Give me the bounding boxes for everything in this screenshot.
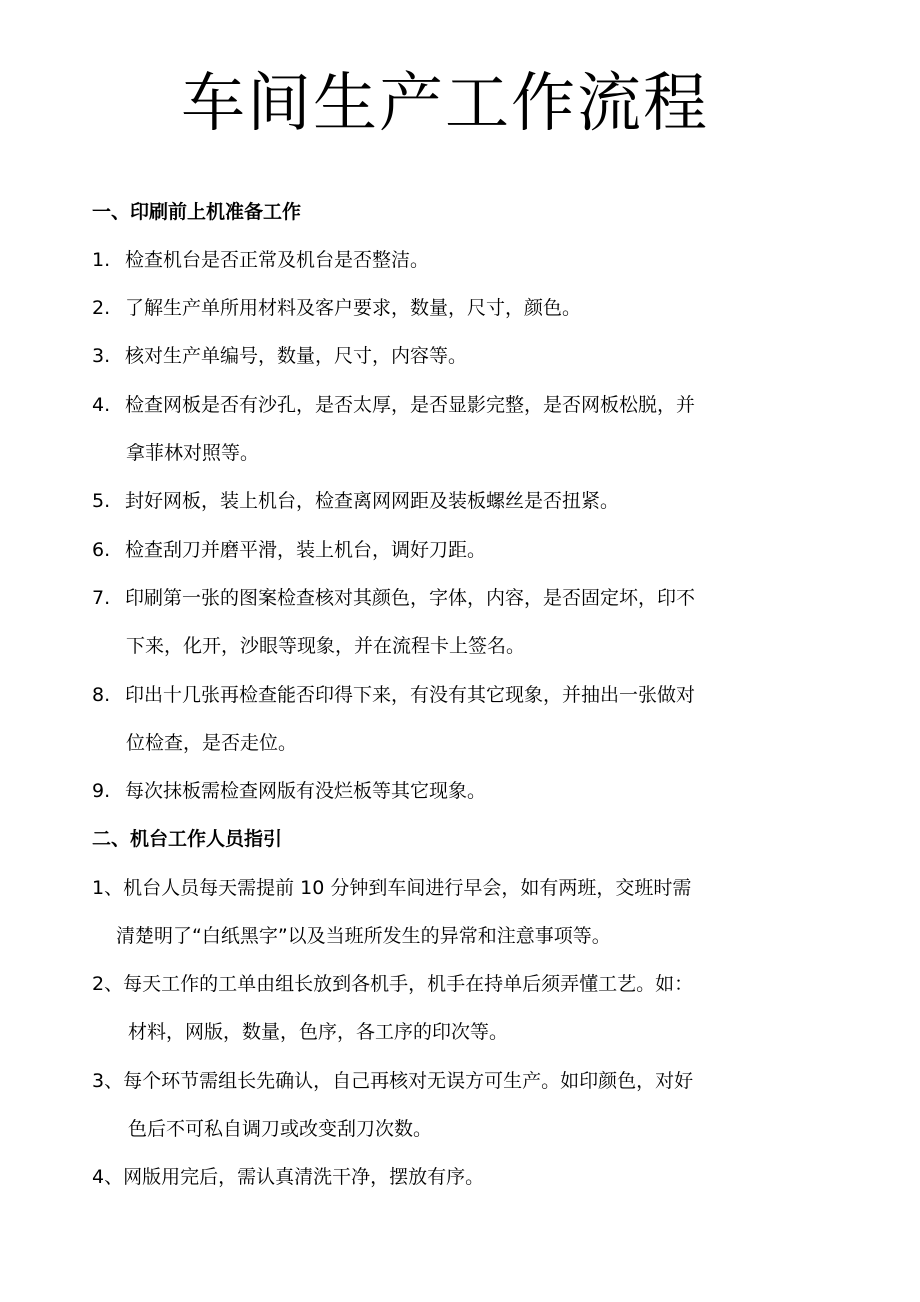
list-item — [92, 295, 581, 321]
list-item-continuation: 清楚明了“白纸黑字”以及当班所发生的异常和注意事项等。 — [116, 925, 611, 947]
item-number: 2. — [92, 297, 111, 319]
item-text: 检查机台是否正常及机台是否整洁。 — [125, 249, 430, 271]
list-item — [92, 682, 695, 708]
list-item: 4、网版用完后，需认真清洗干净，摆放有序。 — [92, 1166, 485, 1188]
list-item: 3、每个环节需组长先确认，自己再核对无误方可生产。如印颜色，对好 — [92, 1070, 694, 1092]
list-item-continuation: 拿菲林对照等。 — [126, 442, 260, 464]
item-number: 5. — [92, 490, 111, 512]
item-number: 9. — [92, 780, 111, 802]
section-heading-prep: 一、印刷前上机准备工作 — [92, 201, 302, 223]
list-item — [92, 488, 619, 514]
item-text: 印刷第一张的图案检查核对其颜色，字体，内容，是否固定坏，印不 — [125, 587, 696, 609]
list-item — [92, 247, 429, 273]
item-text: 核对生产单编号，数量，尺寸，内容等。 — [125, 345, 468, 367]
list-item — [92, 585, 695, 611]
item-text: 印出十几张再检查能否印得下来，有没有其它现象，并抽出一张做对 — [125, 684, 696, 706]
item-text: 检查网板是否有沙孔，是否太厚，是否显影完整，是否网板松脱，并 — [125, 394, 696, 416]
item-number: 1. — [92, 249, 111, 271]
document-title: 车间生产工作流程 — [181, 67, 709, 141]
item-number: 8. — [92, 684, 111, 706]
list-item-continuation: 位检查，是否走位。 — [126, 732, 298, 754]
item-text: 封好网板，装上机台，检查离网网距及装板螺丝是否扭紧。 — [125, 490, 620, 512]
list-item — [92, 537, 486, 563]
item-number: 3. — [92, 345, 111, 367]
item-text: 了解生产单所用材料及客户要求，数量，尺寸，颜色。 — [125, 297, 582, 319]
list-item — [92, 343, 467, 369]
item-number: 6. — [92, 539, 111, 561]
item-text: 检查刮刀并磨平滑，装上机台，调好刀距。 — [125, 539, 487, 561]
list-item-continuation: 色后不可私自调刀或改变刮刀次数。 — [128, 1118, 433, 1140]
section-heading-operators: 二、机台工作人员指引 — [92, 828, 283, 850]
list-item-continuation: 材料，网版，数量，色序，各工序的印次等。 — [128, 1021, 509, 1043]
list-item — [92, 392, 695, 418]
list-item-continuation: 下来，化开，沙眼等现象，并在流程卡上签名。 — [126, 635, 526, 657]
list-item: 2、每天工作的工单由组长放到各机手，机手在持单后须弄懂工艺。如： — [92, 973, 694, 995]
list-item — [92, 778, 486, 804]
item-number: 7. — [92, 587, 111, 609]
list-item: 1、机台人员每天需提前 10 分钟到车间进行早会，如有两班，交班时需 — [92, 877, 692, 899]
item-number: 4. — [92, 394, 111, 416]
item-text: 每次抹板需检查网版有没烂板等其它现象。 — [125, 780, 487, 802]
